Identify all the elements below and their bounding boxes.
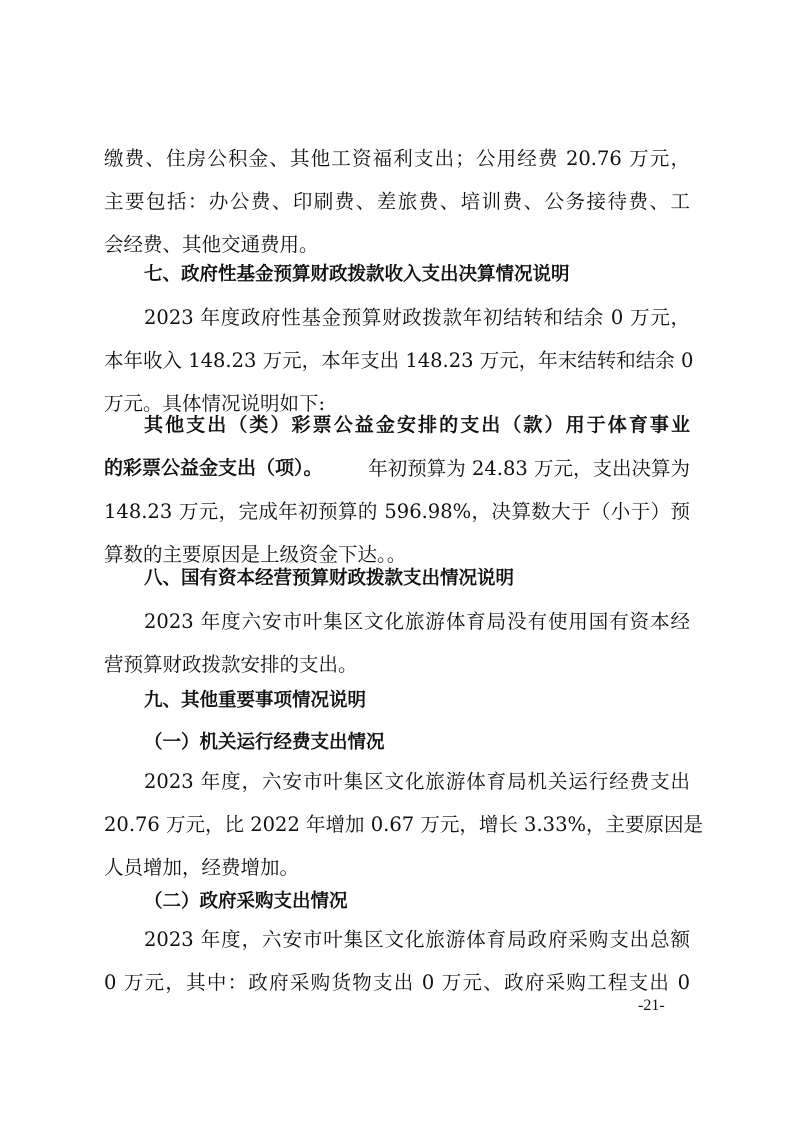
text-phrase: 年初预算为 24.83 万元，支出决算为 [368,457,690,480]
text-line: 万元。具体情况说明如下: [104,392,326,415]
text-line: 其他支出（类）彩票公益金安排的支出（款）用于体育事业 [144,414,690,436]
text-line: 算数的主要原因是上级资金下达。。 [104,543,407,566]
subheading-9-1 [104,721,690,764]
paragraph-procurement [104,918,690,1004]
paragraph-lottery-fund [104,404,690,576]
section-heading-8 [104,557,690,600]
text-line: 2023 年度，六安市叶集区文化旅游体育局机关运行经费支出 [144,770,690,793]
heading-text: 七、政府性基金预算财政拨款收入支出决算情况说明 [144,264,570,285]
page-number: -21- [638,997,665,1014]
text-line: 本年收入 148.23 万元，本年支出 148.23 万元，年末结转和结余 0 [104,349,694,372]
subheading-9-2 [104,880,690,923]
text-line: 148.23 万元，完成年初预算的 596.98%，决算数大于（小于）预 [104,500,690,523]
heading-text: 八、国有资本经营预算财政拨款支出情况说明 [144,568,515,589]
text-line: 20.76 万元，比 2022 年增加 0.67 万元，增长 3.33%，主要原因是 [104,813,704,836]
text-line: 2023 年度政府性基金预算财政拨款年初结转和结余 0 万元， [144,306,690,329]
text-line: 营预算财政拨款安排的支出。 [104,653,358,676]
text-line: 2023 年度六安市叶集区文化旅游体育局没有使用国有资本经 [144,610,690,633]
section-heading-9 [104,679,690,722]
text-line: 0 万元，其中：政府采购货物支出 0 万元、政府采购工程支出 0 [104,971,690,994]
paragraph-state-capital [104,600,690,686]
text-line: 人员增加，经费增加。 [104,856,300,879]
paragraph-operating-expenses [104,760,704,889]
heading-text: （一）机关运行经费支出情况 [144,732,385,753]
section-heading-7 [104,253,690,296]
heading-text: （二）政府采购支出情况 [144,891,348,912]
paragraph-personnel-expenses [104,137,690,266]
bold-phrase: 的彩票公益金支出（项）。 [104,457,323,479]
text-line: 缴费、住房公积金、其他工资福利支出；公用经费 20.76 万元， [104,147,690,170]
text-line: 主要包括：办公费、印刷费、差旅费、培训费、公务接待费、工 [104,190,690,213]
heading-text: 九、其他重要事项情况说明 [144,690,367,711]
text-line: 2023 年度，六安市叶集区文化旅游体育局政府采购支出总额 [144,928,690,951]
text-line [104,447,690,490]
text-line: 会经费、其他交通费用。 [104,233,319,256]
